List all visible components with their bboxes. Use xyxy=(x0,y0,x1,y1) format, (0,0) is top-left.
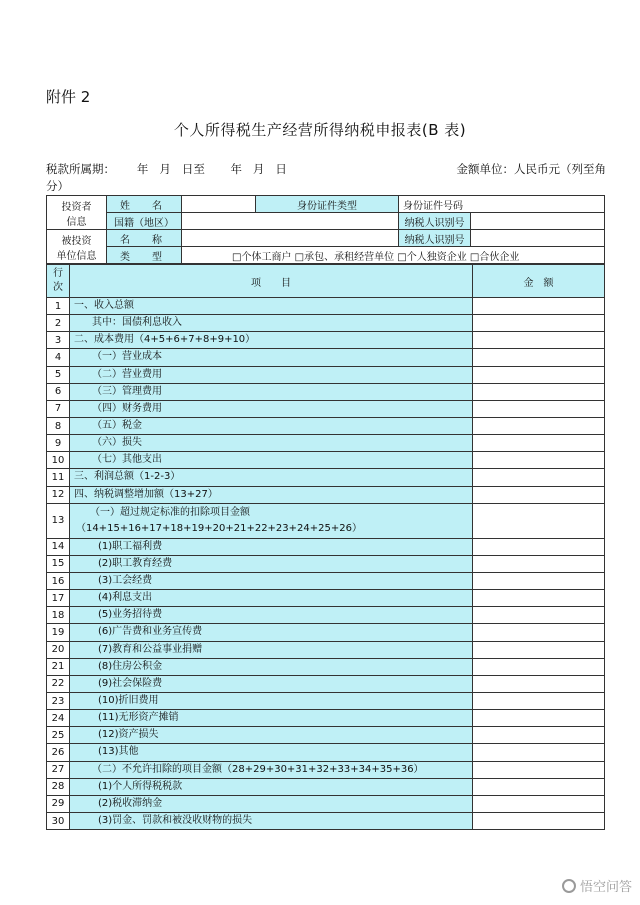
row-item: （四）财务费用 xyxy=(70,400,473,417)
row-item: （一）营业成本 xyxy=(70,349,473,366)
table-row xyxy=(47,761,605,778)
row-item: (2)职工教育经费 xyxy=(70,555,473,572)
row-item: (5)业务招待费 xyxy=(70,607,473,624)
taxpayer-id-label-2: 纳税人识别号 xyxy=(399,230,471,247)
amount-field[interactable] xyxy=(473,795,605,812)
amount-field[interactable] xyxy=(473,761,605,778)
row-item: 四、纳税调整增加额（13+27） xyxy=(70,486,473,503)
table-row xyxy=(47,366,605,383)
line-no-header: 行 次 xyxy=(47,265,70,298)
form-title: 个人所得税生产经营所得纳税申报表(B 表) xyxy=(173,121,467,139)
amount-field[interactable] xyxy=(473,452,605,469)
row-item: (3)工会经费 xyxy=(70,572,473,589)
table-row xyxy=(47,590,605,607)
amount-field[interactable] xyxy=(473,332,605,349)
table-row xyxy=(47,503,605,538)
table-row xyxy=(47,727,605,744)
amount-field[interactable] xyxy=(473,624,605,641)
attachment-label: 附件 2 xyxy=(46,88,91,106)
table-row xyxy=(47,744,605,761)
table-row xyxy=(47,417,605,434)
line-no: 12 xyxy=(47,486,70,503)
row-item: （六）损失 xyxy=(70,435,473,452)
amount-field[interactable] xyxy=(473,692,605,709)
amount-field[interactable] xyxy=(473,417,605,434)
amount-field[interactable] xyxy=(473,349,605,366)
unit-name-label: 名 称 xyxy=(107,230,182,247)
row-item: (13)其他 xyxy=(70,744,473,761)
amount-field[interactable] xyxy=(473,641,605,658)
investor-info-label: 投资者 信息 xyxy=(47,196,107,230)
table-row xyxy=(47,641,605,658)
taxpayer-id-label: 纳税人识别号 xyxy=(399,213,471,230)
line-no: 14 xyxy=(47,538,70,555)
table-row xyxy=(47,486,605,503)
table-row xyxy=(47,607,605,624)
info-table xyxy=(46,195,605,264)
row-item: (10)折旧费用 xyxy=(70,692,473,709)
row-item: 一、收入总额 xyxy=(70,298,473,315)
row-item: （三）管理费用 xyxy=(70,383,473,400)
amount-field[interactable] xyxy=(473,469,605,486)
amount-field[interactable] xyxy=(473,503,605,538)
line-no: 2 xyxy=(47,315,70,332)
row-item: (3)罚金、罚款和被没收财物的损失 xyxy=(70,812,473,829)
line-no: 3 xyxy=(47,332,70,349)
table-row xyxy=(47,435,605,452)
table-row xyxy=(47,538,605,555)
nationality-field[interactable] xyxy=(182,213,399,230)
amount-field[interactable] xyxy=(473,383,605,400)
table-row xyxy=(47,624,605,641)
row-item: (1)个人所得税税款 xyxy=(70,778,473,795)
main-table xyxy=(46,264,605,830)
line-no: 23 xyxy=(47,692,70,709)
amount-field[interactable] xyxy=(473,298,605,315)
line-no: 17 xyxy=(47,590,70,607)
row-item: (2)税收滞纳金 xyxy=(70,795,473,812)
row-item: （五）税金 xyxy=(70,417,473,434)
amount-field[interactable] xyxy=(473,572,605,589)
line-no: 18 xyxy=(47,607,70,624)
line-no: 24 xyxy=(47,710,70,727)
table-row xyxy=(47,692,605,709)
line-no: 6 xyxy=(47,383,70,400)
table-row xyxy=(47,298,605,315)
table-row xyxy=(47,675,605,692)
watermark-icon xyxy=(562,879,576,893)
table-row xyxy=(47,572,605,589)
line-no: 11 xyxy=(47,469,70,486)
line-no: 13 xyxy=(47,503,70,538)
amount-field[interactable] xyxy=(473,607,605,624)
row-item: (8)住房公积金 xyxy=(70,658,473,675)
table-row xyxy=(47,555,605,572)
row-item: 三、利润总额（1-2-3） xyxy=(70,469,473,486)
amount-field[interactable] xyxy=(473,710,605,727)
row-item: （二）不允许扣除的项目金额（28+29+30+31+32+33+34+35+36） xyxy=(70,761,473,778)
row-item: (1)职工福利费 xyxy=(70,538,473,555)
type-label: 类 型 xyxy=(107,247,182,264)
unit-name-field[interactable] xyxy=(182,230,399,247)
row-item: （一）超过规定标准的扣除项目金额 （14+15+16+17+18+19+20+21+22+23+24+25+26） xyxy=(70,503,473,538)
amount-field[interactable] xyxy=(473,727,605,744)
row-item: (12)资产损失 xyxy=(70,727,473,744)
name-field[interactable] xyxy=(182,196,256,213)
line-no: 20 xyxy=(47,641,70,658)
line-no: 8 xyxy=(47,417,70,434)
table-row xyxy=(47,383,605,400)
unit-taxpayer-id-field[interactable] xyxy=(471,230,605,247)
line-no: 4 xyxy=(47,349,70,366)
line-no: 10 xyxy=(47,452,70,469)
row-item: (9)社会保险费 xyxy=(70,675,473,692)
line-no: 1 xyxy=(47,298,70,315)
table-row xyxy=(47,332,605,349)
amount-field[interactable] xyxy=(473,744,605,761)
line-no: 16 xyxy=(47,572,70,589)
row-item: （七）其他支出 xyxy=(70,452,473,469)
line-no: 21 xyxy=(47,658,70,675)
amount-field[interactable] xyxy=(473,812,605,829)
tax-period: 税款所属期： 年 月 日至 年 月 日 xyxy=(46,162,287,176)
line-no: 15 xyxy=(47,555,70,572)
row-item: (4)利息支出 xyxy=(70,590,473,607)
line-no: 29 xyxy=(47,795,70,812)
table-row xyxy=(47,315,605,332)
row-item: (11)无形资产摊销 xyxy=(70,710,473,727)
line-no: 9 xyxy=(47,435,70,452)
line-no: 19 xyxy=(47,624,70,641)
id-no-label: 身份证件号码 xyxy=(399,196,605,213)
taxpayer-id-field[interactable] xyxy=(471,213,605,230)
watermark: 悟空问答 xyxy=(562,876,632,895)
table-row xyxy=(47,812,605,829)
amount-field[interactable] xyxy=(473,486,605,503)
table-row xyxy=(47,795,605,812)
table-row xyxy=(47,658,605,675)
row-item: (6)广告费和业务宣传费 xyxy=(70,624,473,641)
amount-field[interactable] xyxy=(473,590,605,607)
line-no: 25 xyxy=(47,727,70,744)
invested-unit-label: 被投资 单位信息 xyxy=(47,230,107,264)
row-item: 二、成本费用（4+5+6+7+8+9+10） xyxy=(70,332,473,349)
line-no: 30 xyxy=(47,812,70,829)
id-type-label: 身份证件类型 xyxy=(256,196,399,213)
table-row xyxy=(47,778,605,795)
amount-field[interactable] xyxy=(473,366,605,383)
name-label: 姓 名 xyxy=(107,196,182,213)
table-header xyxy=(47,265,605,298)
amount-field[interactable] xyxy=(473,315,605,332)
table-row xyxy=(47,452,605,469)
table-row xyxy=(47,469,605,486)
line-no: 22 xyxy=(47,675,70,692)
line-no: 28 xyxy=(47,778,70,795)
amount-unit: 金额单位：人民币元（列至角 xyxy=(456,162,606,176)
type-options[interactable]: □个体工商户 □承包、承租经营单位 □个人独资企业 □合伙企业 xyxy=(182,247,605,264)
line-no: 26 xyxy=(47,744,70,761)
amount-header: 金 额 xyxy=(473,265,605,298)
amount-field[interactable] xyxy=(473,538,605,555)
amount-field[interactable] xyxy=(473,778,605,795)
line-no: 5 xyxy=(47,366,70,383)
row-item: (7)教育和公益事业捐赠 xyxy=(70,641,473,658)
amount-unit-cont: 分） xyxy=(46,179,69,193)
table-row xyxy=(47,710,605,727)
table-row xyxy=(47,349,605,366)
table-row xyxy=(47,400,605,417)
amount-field[interactable] xyxy=(473,555,605,572)
amount-field[interactable] xyxy=(473,400,605,417)
amount-field[interactable] xyxy=(473,658,605,675)
row-item: 其中：国债利息收入 xyxy=(70,315,473,332)
line-no: 27 xyxy=(47,761,70,778)
amount-field[interactable] xyxy=(473,675,605,692)
row-item: （二）营业费用 xyxy=(70,366,473,383)
line-no: 7 xyxy=(47,400,70,417)
item-header: 项 目 xyxy=(70,265,473,298)
amount-field[interactable] xyxy=(473,435,605,452)
nationality-label: 国籍（地区） xyxy=(107,213,182,230)
